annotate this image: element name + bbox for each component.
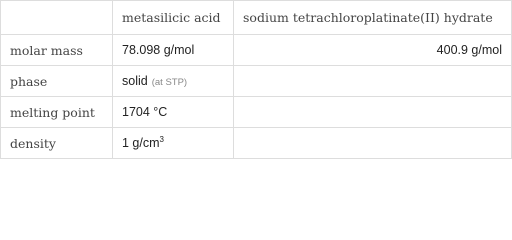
- cell-molar-mass-sodium: 400.9 g/mol: [234, 35, 512, 66]
- header-row: [1, 1, 512, 35]
- table-row: [1, 128, 512, 159]
- cell-phase-metasilicic: [113, 66, 234, 97]
- phase-note: (at STP): [151, 77, 188, 88]
- cell-phase-sodium: [234, 66, 512, 97]
- cell-density-metasilicic: [113, 128, 234, 159]
- density-unit-exponent: 3: [159, 135, 164, 144]
- table-row: [1, 97, 512, 128]
- row-label-density: density: [1, 128, 113, 159]
- cell-melting-point-metasilicic: 1704 °C: [113, 97, 234, 128]
- header-metasilicic-acid: metasilicic acid: [113, 1, 234, 35]
- header-empty-cell: [1, 1, 113, 35]
- phase-value: solid: [122, 74, 148, 88]
- cell-molar-mass-metasilicic: 78.098 g/mol: [113, 35, 234, 66]
- density-value: 1 g/cm: [122, 136, 160, 150]
- row-label-melting-point: melting point: [1, 97, 113, 128]
- header-sodium-tetrachloroplatinate: sodium tetrachloroplatinate(II) hydrate: [234, 1, 512, 35]
- row-label-molar-mass: molar mass: [1, 35, 113, 66]
- table-row: [1, 35, 512, 66]
- row-label-phase: phase: [1, 66, 113, 97]
- cell-melting-point-sodium: [234, 97, 512, 128]
- cell-density-sodium: [234, 128, 512, 159]
- table-row: [1, 66, 512, 97]
